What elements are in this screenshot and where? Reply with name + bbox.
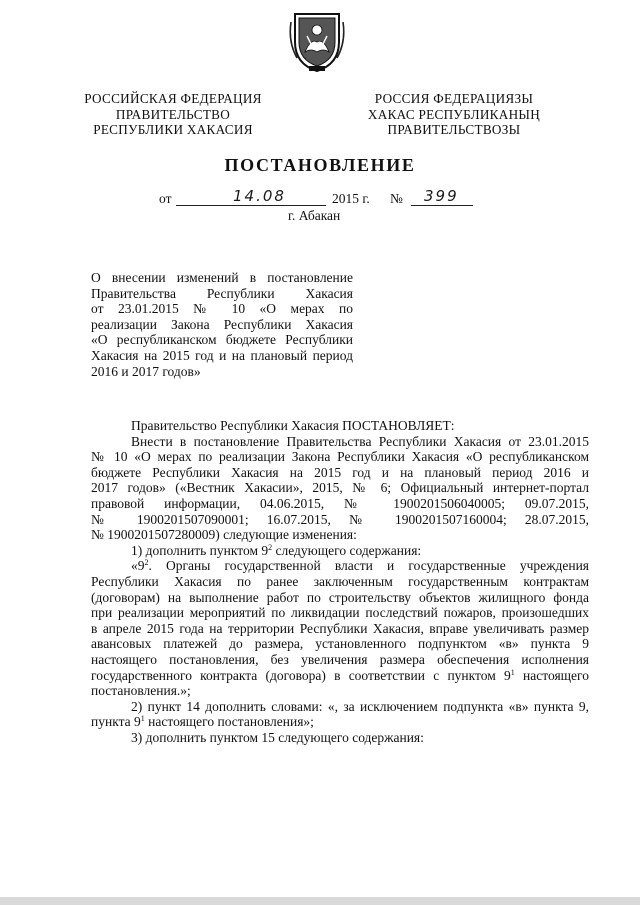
header-left-line: РЕСПУБЛИКИ ХАКАСИЯ xyxy=(93,122,253,137)
number-sign: № xyxy=(390,191,403,206)
body-text-part: 1) дополнить пунктом 9 xyxy=(131,542,269,558)
body-line: Правительство Республики Хакасия ПОСТАНОВЛЯЕТ: xyxy=(131,418,455,433)
body-text-part: «9 xyxy=(131,558,145,574)
document-title: ПОСТАНОВЛЕНИЕ xyxy=(224,155,416,175)
body-line xyxy=(91,558,589,574)
city-name: г. Абакан xyxy=(288,208,341,223)
body-text-part: настоящего постановления»; xyxy=(144,714,314,730)
body-line: постановления.»; xyxy=(91,683,191,699)
date-handwritten: 14.08 xyxy=(233,187,286,205)
body-line: при реализации мероприятий по ликвидации последствий пожаров, произошедших xyxy=(91,605,589,621)
superscript: 1 xyxy=(510,667,515,677)
body-line: авансовых платежей до размера, установленного подпунктом «в» пункта 9 xyxy=(91,636,589,652)
superscript: 2 xyxy=(268,542,273,552)
subject-line: Хакасия на 2015 год и на плановый период xyxy=(91,347,353,363)
header-left xyxy=(78,91,268,138)
subject-line: 2016 и 2017 годов» xyxy=(91,363,201,379)
body-line: правовой информации, 04.06.2015, № 1900201506040005; 09.07.2015, xyxy=(91,495,589,511)
subject-line: О внесении изменений в постановление xyxy=(91,270,353,285)
body-text-part: настоящего xyxy=(514,667,589,683)
body-line: Внести в постановление Правительства Республики Хакасия от 23.01.2015 xyxy=(131,433,589,449)
body-text-part: следующего содержания: xyxy=(272,542,422,558)
header-left-line: РОССИЙСКАЯ ФЕДЕРАЦИЯ xyxy=(84,91,262,106)
body-line: 2017 годов» («Вестник Хакасии», 2015, № 6; Официальный интернет-портал xyxy=(91,480,589,496)
subject-line: реализации Закона Республики Хакасия xyxy=(91,316,353,332)
superscript: 1 xyxy=(140,714,145,724)
body-text-part: . Органы государственной власти и государственные учреждения xyxy=(148,558,589,574)
date-prefix: от xyxy=(159,191,172,206)
body-text-part: государственного контракта (договора) в соответствии с пунктом 9 xyxy=(91,667,511,683)
subject-line: «О республиканском бюджете Республики xyxy=(91,332,353,348)
body-line: настоящего постановления, без увеличения размера обеспечения исполнения xyxy=(91,651,589,667)
body-line: № 10 «О мерах по реализации Закона Республики Хакасия «О республиканском xyxy=(91,449,589,465)
subject-block xyxy=(91,270,353,379)
header-right xyxy=(354,91,554,138)
body-line: Республики Хакасия по ранее заключенным государственным контрактам xyxy=(91,573,589,589)
body-line xyxy=(91,543,589,559)
superscript: 2 xyxy=(144,558,149,568)
body-line xyxy=(91,668,589,684)
subject-line: Правительства Республики Хакасия xyxy=(91,285,353,301)
body-line: (договорам) на выполнение работ по строительству объектов жилищного фонда xyxy=(91,589,589,605)
body-text xyxy=(91,418,589,745)
body-line: 2) пункт 14 дополнить словами: «, за исключением подпункта «в» пункта 9, xyxy=(131,698,589,714)
body-line: в апреле 2015 года на территории Республики Хакасия, вправе увеличивать размер xyxy=(91,620,589,636)
body-line: 3) дополнить пунктом 15 следующего содержания: xyxy=(131,729,424,745)
coat-of-arms-emblem xyxy=(289,8,345,74)
body-line: № 1900201507280009) следующие изменения: xyxy=(91,527,357,543)
year-text: 2015 г. xyxy=(332,191,370,206)
subject-line: от 23.01.2015 № 10 «О мерах по xyxy=(91,301,353,317)
number-handwritten: 399 xyxy=(424,187,459,205)
body-text-part: пункта 9 xyxy=(91,714,141,730)
header-left-line: ПРАВИТЕЛЬСТВО xyxy=(115,106,231,122)
header-right-line: РОССИЯ ФЕДЕРАЦИЯЗЫ xyxy=(374,91,534,106)
body-line: бюджете Республики Хакасия на 2015 год и на плановый период 2016 и xyxy=(91,464,589,480)
scan-bottom-edge xyxy=(0,897,640,905)
body-line: № 1900201507090001; 16.07.2015, № 1900201507160004; 28.07.2015, xyxy=(91,511,589,527)
header-right-line: ХАКАС РЕСПУБЛИКАНЫҢ xyxy=(367,106,541,122)
body-line xyxy=(91,714,589,730)
header-right-line: ПРАВИТЕЛЬСТВОЗЫ xyxy=(387,122,521,137)
